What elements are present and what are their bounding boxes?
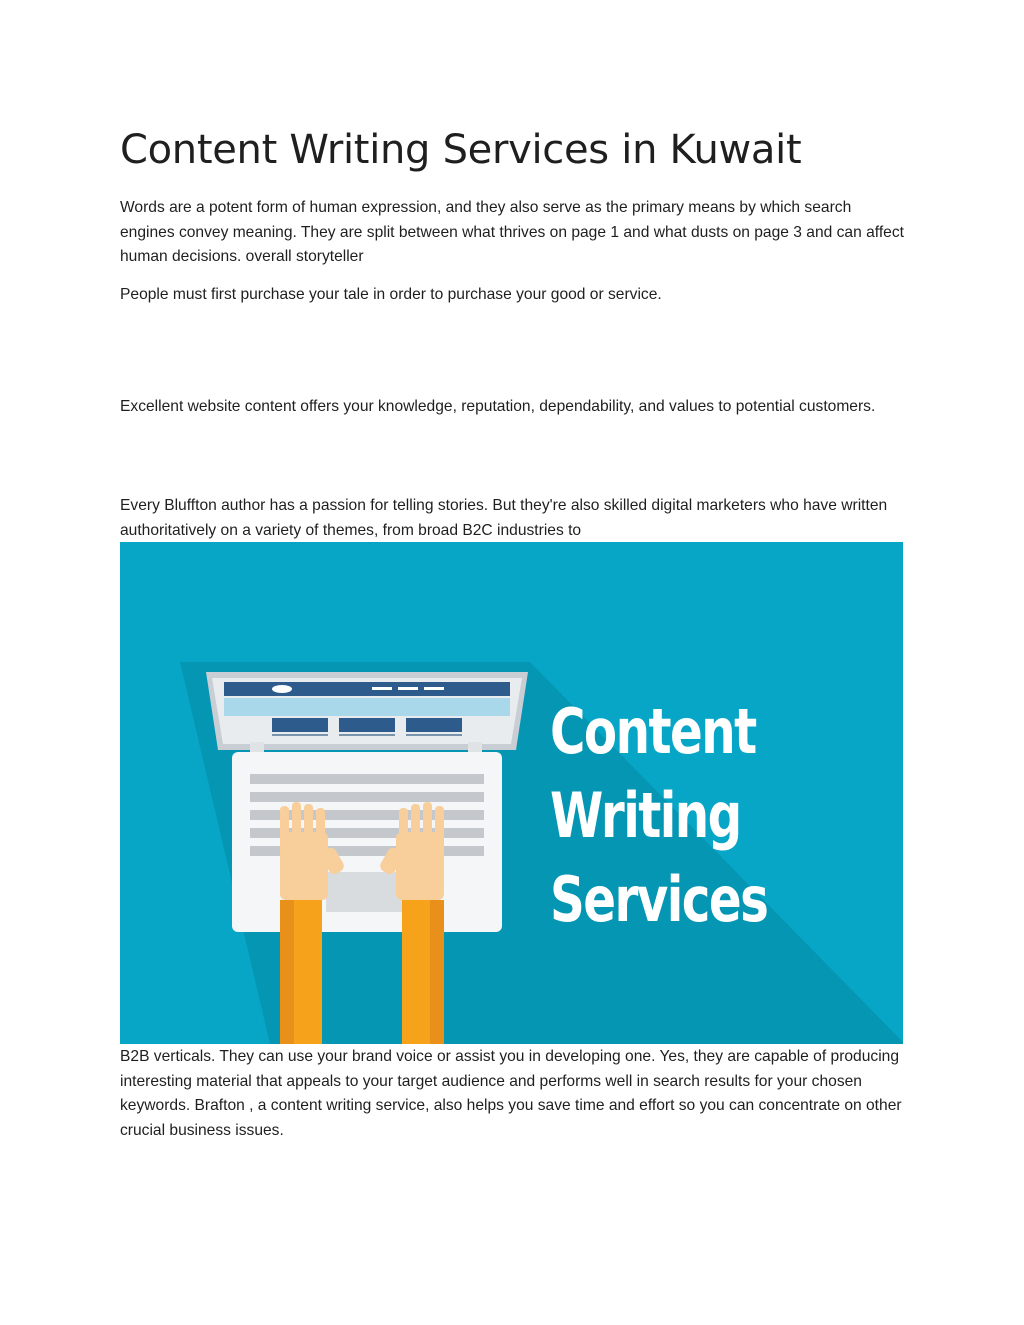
hero-heading-line: Writing — [550, 779, 741, 852]
laptop-hands-illustration — [120, 542, 903, 1044]
screen-logo-icon — [272, 685, 292, 693]
screen-menu-icon — [398, 687, 418, 690]
keyboard-row — [250, 792, 484, 802]
keyboard-row — [250, 774, 484, 784]
screen-block-icon — [339, 718, 395, 732]
screen-menu-icon — [372, 687, 392, 690]
hero-heading — [550, 690, 767, 942]
hero-heading-line: Services — [550, 863, 768, 936]
screen-menu-icon — [424, 687, 444, 690]
screen-text-line — [272, 734, 328, 736]
website-content-paragraph: Excellent website content offers your knowledge, reputation, dependability, and values to potential customers. — [120, 398, 876, 415]
right-sleeve-shade — [430, 900, 444, 1044]
author-paragraph: Every Bluffton author has a passion for telling stories. But they're also skilled digital marketers who have written authoritatively on a variety of themes, from broad B2C industries to — [120, 497, 888, 539]
content-writing-hero-image — [120, 542, 903, 1044]
hero-heading-line: Content — [550, 695, 756, 768]
screen-header-bar — [224, 682, 510, 696]
left-sleeve-shade — [280, 900, 294, 1044]
page-title: Content Writing Services in Kuwait — [120, 127, 802, 173]
b2b-paragraph: B2B verticals. They can use your brand voice or assist you in developing one. Yes, they are capable of producing interesting material that appeals to your target audience and performs well in search results for your chosen keywords. Brafton , a content writing service, also helps you save time and effort so you can concentrate on other crucial business issues. — [120, 1048, 902, 1139]
screen-block-icon — [272, 718, 328, 732]
screen-text-line — [406, 734, 462, 736]
screen-banner — [224, 698, 510, 716]
screen-block-icon — [406, 718, 462, 732]
intro-paragraph: Words are a potent form of human expression, and they also serve as the primary means by which search engines convey meaning. They are split between what thrives on page 1 and what dusts on page 3 and can affect human decisions. overall storyteller — [120, 199, 904, 266]
tale-paragraph: People must first purchase your tale in order to purchase your good or service. — [120, 286, 662, 303]
screen-text-line — [339, 734, 395, 736]
laptop-touchpad — [326, 872, 406, 912]
